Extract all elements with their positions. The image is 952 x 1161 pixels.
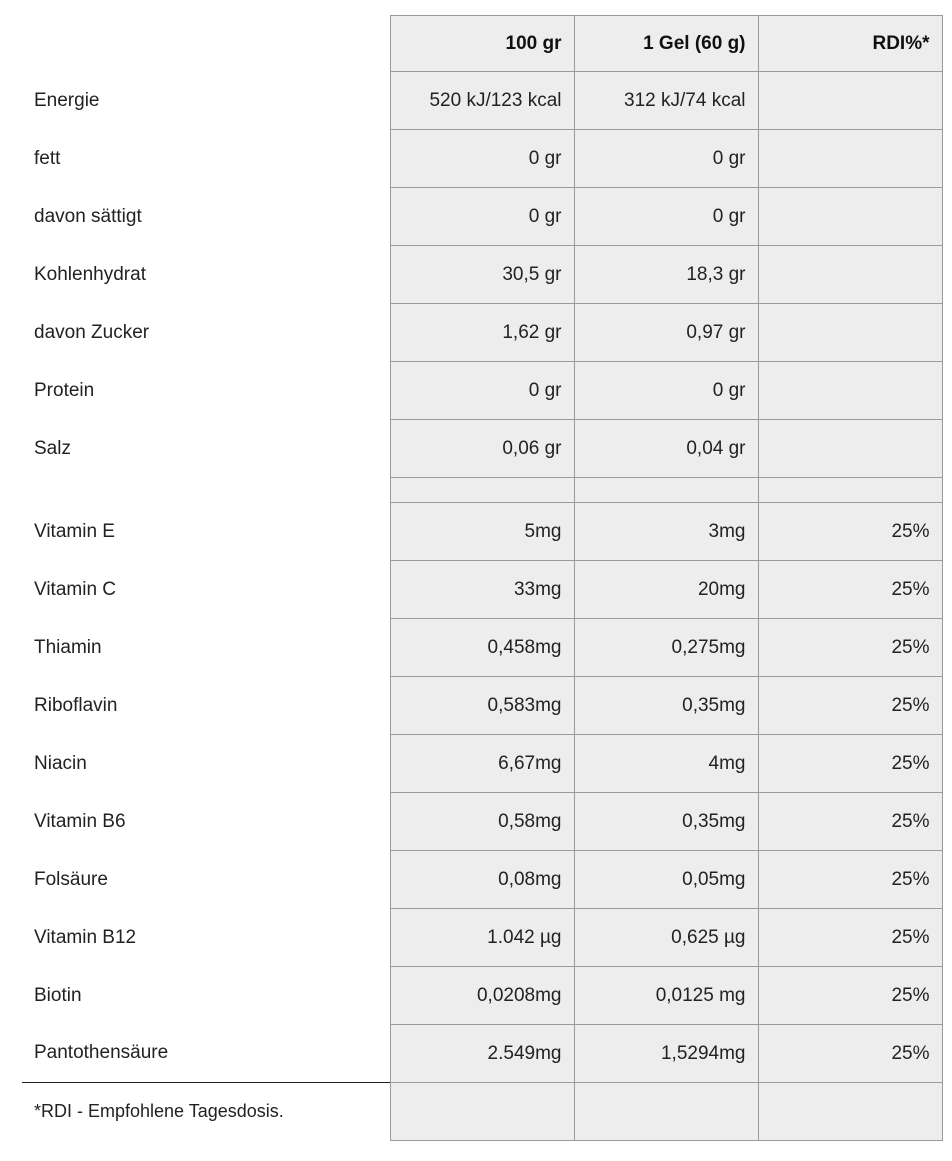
nutrient-label: Protein xyxy=(22,362,390,420)
value-per-gel: 0,04 gr xyxy=(574,420,758,478)
nutrient-label: Vitamin E xyxy=(22,503,390,561)
value-rdi xyxy=(758,72,942,130)
value-per-100g: 6,67mg xyxy=(390,735,574,793)
value-rdi: 25% xyxy=(758,909,942,967)
value-per-100g: 0 gr xyxy=(390,362,574,420)
table-row xyxy=(22,420,942,478)
footnote-empty-cell xyxy=(574,1083,758,1141)
value-rdi: 25% xyxy=(758,677,942,735)
value-per-100g: 1.042 µg xyxy=(390,909,574,967)
value-per-100g xyxy=(390,478,574,503)
header-empty-cell xyxy=(22,16,390,72)
value-rdi xyxy=(758,362,942,420)
table-row xyxy=(22,735,942,793)
nutrient-label: Vitamin B6 xyxy=(22,793,390,851)
value-per-100g: 0 gr xyxy=(390,130,574,188)
value-per-gel: 18,3 gr xyxy=(574,246,758,304)
nutrient-label: Thiamin xyxy=(22,619,390,677)
value-per-100g: 1,62 gr xyxy=(390,304,574,362)
table-row xyxy=(22,851,942,909)
value-rdi: 25% xyxy=(758,619,942,677)
value-per-100g: 0,458mg xyxy=(390,619,574,677)
table-row xyxy=(22,188,942,246)
nutrient-label: fett xyxy=(22,130,390,188)
value-per-100g: 0,583mg xyxy=(390,677,574,735)
footnote-empty-cell xyxy=(390,1083,574,1141)
value-rdi: 25% xyxy=(758,1025,942,1083)
value-per-gel: 0,0125 mg xyxy=(574,967,758,1025)
table-row xyxy=(22,619,942,677)
table-row xyxy=(22,362,942,420)
table-row xyxy=(22,304,942,362)
table-row xyxy=(22,677,942,735)
table-row xyxy=(22,130,942,188)
value-per-gel: 4mg xyxy=(574,735,758,793)
table-row xyxy=(22,503,942,561)
table-row xyxy=(22,246,942,304)
value-rdi xyxy=(758,304,942,362)
value-per-gel: 0 gr xyxy=(574,130,758,188)
nutrient-label: Biotin xyxy=(22,967,390,1025)
value-per-gel: 20mg xyxy=(574,561,758,619)
nutrient-label: Riboflavin xyxy=(22,677,390,735)
value-rdi: 25% xyxy=(758,503,942,561)
value-per-gel xyxy=(574,478,758,503)
value-per-gel: 0,05mg xyxy=(574,851,758,909)
table-row xyxy=(22,561,942,619)
value-rdi: 25% xyxy=(758,793,942,851)
table-row xyxy=(22,1025,942,1083)
value-rdi xyxy=(758,246,942,304)
value-per-100g: 0,06 gr xyxy=(390,420,574,478)
value-per-gel: 3mg xyxy=(574,503,758,561)
table-row xyxy=(22,793,942,851)
nutrient-label xyxy=(22,478,390,503)
table-row xyxy=(22,967,942,1025)
value-per-100g: 5mg xyxy=(390,503,574,561)
spacer-row xyxy=(22,478,942,503)
table-row xyxy=(22,909,942,967)
value-rdi: 25% xyxy=(758,851,942,909)
header-per-gel: 1 Gel (60 g) xyxy=(574,16,758,72)
nutrient-label: Pantothensäure xyxy=(22,1025,390,1083)
nutrient-label: davon Zucker xyxy=(22,304,390,362)
table-row xyxy=(22,72,942,130)
nutrition-table xyxy=(22,15,943,1141)
value-per-100g: 0 gr xyxy=(390,188,574,246)
value-rdi xyxy=(758,188,942,246)
value-per-gel: 312 kJ/74 kcal xyxy=(574,72,758,130)
value-per-100g: 33mg xyxy=(390,561,574,619)
value-per-gel: 1,5294mg xyxy=(574,1025,758,1083)
value-rdi: 25% xyxy=(758,735,942,793)
value-per-gel: 0 gr xyxy=(574,362,758,420)
nutrient-label: Kohlenhydrat xyxy=(22,246,390,304)
value-per-gel: 0,275mg xyxy=(574,619,758,677)
table-header-row xyxy=(22,16,942,72)
footnote-row xyxy=(22,1083,942,1141)
value-rdi: 25% xyxy=(758,561,942,619)
header-rdi: RDI%* xyxy=(758,16,942,72)
value-per-100g: 30,5 gr xyxy=(390,246,574,304)
header-per-100g: 100 gr xyxy=(390,16,574,72)
value-per-100g: 520 kJ/123 kcal xyxy=(390,72,574,130)
value-per-100g: 0,08mg xyxy=(390,851,574,909)
nutrient-label: Vitamin C xyxy=(22,561,390,619)
nutrient-label: Niacin xyxy=(22,735,390,793)
value-per-100g: 0,58mg xyxy=(390,793,574,851)
value-rdi xyxy=(758,478,942,503)
value-per-gel: 0,97 gr xyxy=(574,304,758,362)
value-per-gel: 0,35mg xyxy=(574,677,758,735)
value-per-gel: 0 gr xyxy=(574,188,758,246)
value-per-100g: 2.549mg xyxy=(390,1025,574,1083)
value-per-100g: 0,0208mg xyxy=(390,967,574,1025)
nutrient-label: davon sättigt xyxy=(22,188,390,246)
nutrient-label: Vitamin B12 xyxy=(22,909,390,967)
nutrient-label: Salz xyxy=(22,420,390,478)
value-rdi xyxy=(758,130,942,188)
value-rdi: 25% xyxy=(758,967,942,1025)
value-per-gel: 0,625 µg xyxy=(574,909,758,967)
value-rdi xyxy=(758,420,942,478)
nutrient-label: Folsäure xyxy=(22,851,390,909)
value-per-gel: 0,35mg xyxy=(574,793,758,851)
nutrient-label: Energie xyxy=(22,72,390,130)
footnote-empty-cell xyxy=(758,1083,942,1141)
footnote: *RDI - Empfohlene Tagesdosis. xyxy=(22,1083,390,1141)
